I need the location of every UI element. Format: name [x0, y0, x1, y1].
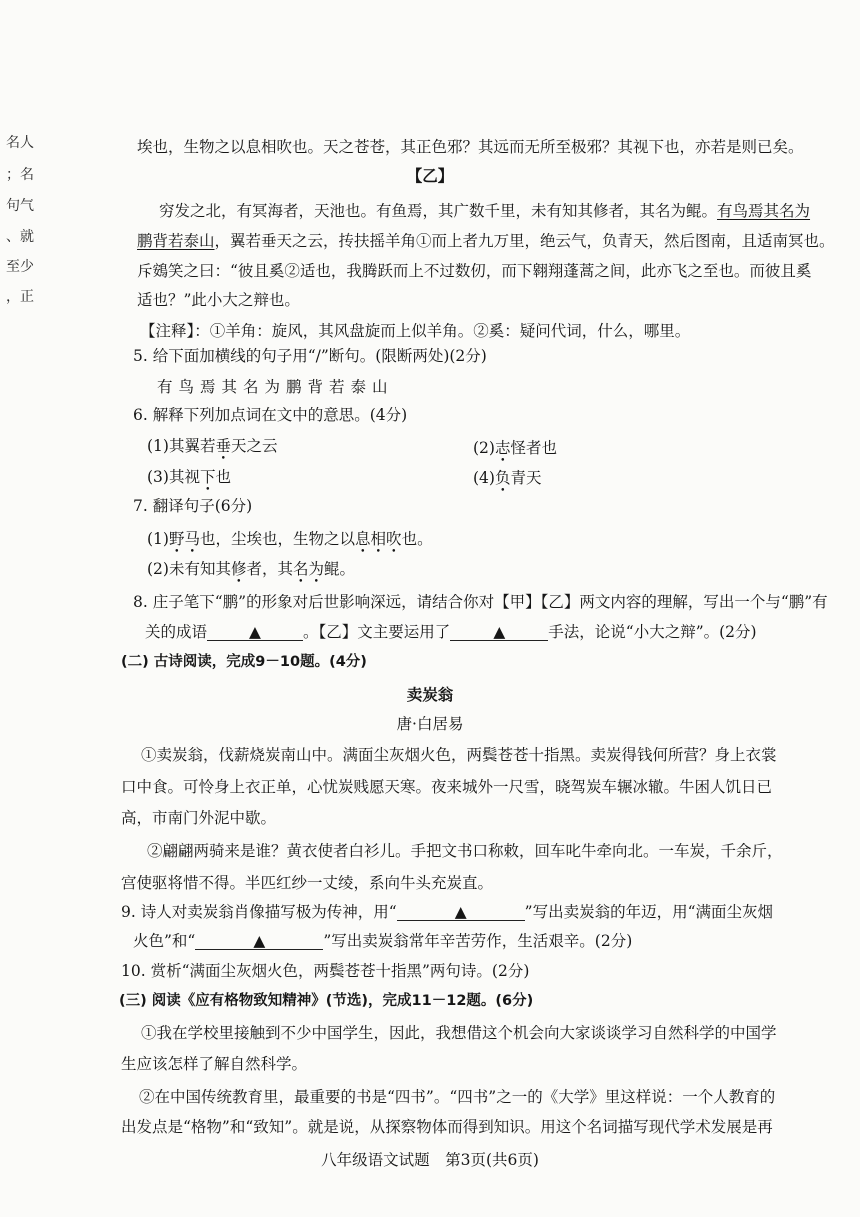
poem-stanza-2-line-1: ②翩翩两骑来是谁？黄衣使者白衫儿。手把文书口称敕，回车叱牛牵向北。一车炭，千余斤， [147, 842, 783, 860]
margin-fragment: 句气 [6, 198, 34, 214]
dotted-word: 相 [370, 530, 387, 548]
essay-paragraph-1-line-2: 生应该怎样了解自然科学。 [121, 1055, 308, 1073]
dotted-word: 息 [355, 530, 371, 548]
question-6-item-4: (4)负青天 [473, 469, 542, 487]
section-yi-heading: 【乙】 [406, 166, 454, 185]
margin-fragment: 名人 [6, 135, 34, 151]
dotted-word: 垂 [215, 437, 231, 455]
dotted-word: 为 [308, 560, 325, 578]
dotted-word: 吹 [386, 530, 402, 548]
question-9-line-2: 火色”和“ ▲ ”写出卖炭翁常年辛苦劳作，生活艰辛。(2分) [133, 932, 633, 950]
question-6: 6. 解释下列加点词在文中的意思。(4分) [133, 406, 408, 424]
question-9-line-1: 9. 诗人对卖炭翁肖像描写极为传神，用“ ▲ ”写出卖炭翁的年迈，用“满面尘灰烟 [121, 903, 774, 921]
essay-paragraph-2-line-2: 出发点是“格物”和“致知”。就是说，从探察物体而得到知识。用这个名词描写现代学术发展是再 [121, 1118, 773, 1136]
question-5-sentence: 有鸟焉其名为鹏背若泰山 [157, 378, 394, 396]
essay-paragraph-2-line-1: ②在中国传统教育里，最重要的书是“四书”。“四书”之一的《大学》里这样说：一个人教育的 [139, 1088, 776, 1106]
dotted-word: 名 [293, 560, 309, 578]
underlined-sentence-part-1: 有鸟焉其名为 [717, 202, 811, 220]
answer-blank[interactable]: ▲ [397, 904, 525, 921]
question-5: 5. 给下面加横线的句子用“/”断句。(限断两处)(2分) [133, 347, 487, 365]
yi-paragraph-line-3: 斥鴳笑之曰：“彼且奚②适也，我腾跃而上不过数仞，而下翱翔蓬蒿之间，此亦飞之至也。而彼且奚 [137, 262, 812, 280]
answer-blank[interactable]: ▲ [195, 933, 323, 950]
poem-stanza-1-line-1: ①卖炭翁，伐薪烧炭南山中。满面尘灰烟火色，两鬓苍苍十指黑。卖炭得钱何所营？身上衣裳 [141, 746, 777, 764]
dotted-word: 野 [168, 530, 185, 548]
yi-paragraph-line-4: 适也？”此小大之辩也。 [137, 291, 300, 309]
section-2-heading: (二) 古诗阅读，完成9－10题。(4分) [121, 654, 367, 670]
question-8-line-2: 关的成语 ▲ 。【乙】文主要运用了 ▲ 手法，论说“小大之辩”。(2分) [145, 623, 757, 641]
answer-blank[interactable]: ▲ [207, 624, 303, 641]
annotation-note: 【注释】：①羊角：旋风，其风盘旋而上似羊角。②奚：疑问代词，什么，哪里。 [140, 322, 691, 340]
dotted-word: 马 [184, 530, 200, 548]
dotted-word: 志 [494, 439, 511, 457]
yi-paragraph-line-2: 鹏背若泰山，翼若垂天之云，抟扶摇羊角①而上者九万里，绝云气，负青天，然后图南，且适南冥也。 [137, 232, 835, 250]
underlined-sentence-part-2: 鹏背若泰山 [137, 232, 215, 250]
question-7-item-1: (1)野马也，尘埃也，生物之以息相吹也。 [147, 530, 433, 548]
question-6-item-3: (3)其视下也 [147, 468, 231, 486]
question-6-item-1: (1)其翼若垂天之云 [147, 437, 278, 455]
poem-title: 卖炭翁 [406, 685, 454, 704]
passage-a-ending: 埃也，生物之以息相吹也。天之苍苍，其正色邪？其远而无所至极邪？其视下也，亦若是则已矣。 [137, 138, 804, 156]
poem-author: 唐·白居易 [396, 715, 464, 733]
section-3-heading: (三) 阅读《应有格物致知精神》(节选)，完成11－12题。(6分) [119, 993, 534, 1009]
poem-stanza-1-line-3: 高，市南门外泥中歇。 [121, 809, 277, 827]
poem-stanza-1-line-2: 口中食。可怜身上衣正单，心忧炭贱愿天寒。夜来城外一尺雪，晓驾炭车辗冰辙。牛困人饥日已 [121, 778, 773, 796]
dotted-word: 负 [494, 469, 511, 487]
yi-paragraph-line-1: 穷发之北，有冥海者，天池也。有鱼焉，其广数千里，未有知其修者，其名为鲲。有鸟焉其名为 [159, 202, 811, 220]
dotted-word: 下 [199, 468, 216, 486]
answer-blank[interactable]: ▲ [450, 624, 548, 641]
question-7-item-2: (2)未有知其修者，其名为鲲。 [147, 560, 356, 578]
question-10: 10. 赏析“满面尘灰烟火色，两鬓苍苍十指黑”两句诗。(2分) [121, 962, 530, 980]
essay-paragraph-1-line-1: ①我在学校里接触到不少中国学生，因此，我想借这个机会向大家谈谈学习自然科学的中国学 [141, 1024, 777, 1042]
margin-fragment: 、就 [6, 229, 34, 245]
page-footer: 八年级语文试题 第3页(共6页) [321, 1151, 539, 1169]
margin-fragment: 至少 [6, 259, 34, 275]
question-8-line-1: 8. 庄子笔下“鹏”的形象对后世影响深远，请结合你对【甲】【乙】两文内容的理解，写出一个与“鹏”有 [133, 593, 828, 611]
question-6-item-2: (2)志怪者也 [473, 439, 557, 457]
poem-stanza-2-line-2: 宫使驱将惜不得。半匹红纱一丈绫，系向牛头充炭直。 [121, 874, 494, 892]
margin-fragment: ，正 [6, 289, 34, 305]
margin-fragment: ；名 [6, 167, 34, 183]
question-7: 7. 翻译句子(6分) [133, 497, 253, 515]
dotted-word: 修 [230, 560, 247, 578]
